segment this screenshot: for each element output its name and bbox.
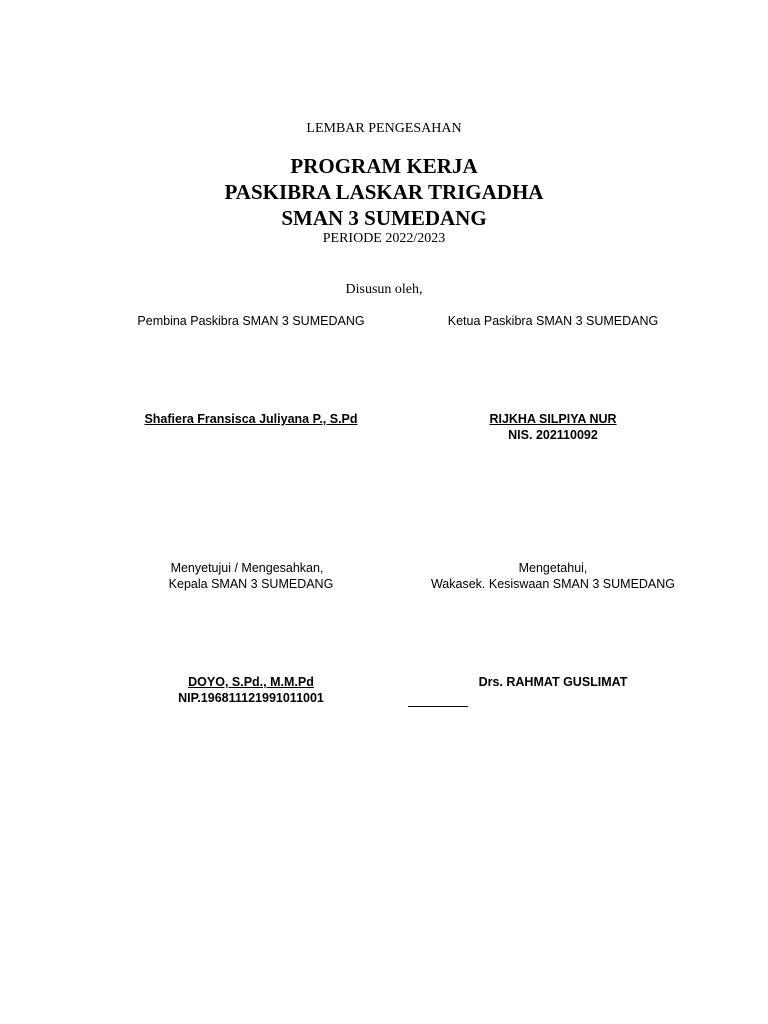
ketua-nis: NIS. 202110092 [508, 428, 598, 442]
pembina-name: Shafiera Fransisca Juliyana P., S.Pd [144, 412, 358, 426]
kepala-role-line1: Menyetujui / Mengesahkan, [170, 561, 324, 575]
pembina-role: Pembina Paskibra SMAN 3 SUMEDANG [137, 314, 365, 328]
kepala-role-line2: Kepala SMAN 3 SUMEDANG [168, 577, 334, 591]
wakasek-role-line1: Mengetahui, [518, 561, 588, 575]
wakasek-name: Drs. RAHMAT GUSLIMAT [478, 675, 628, 689]
ketua-role: Ketua Paskibra SMAN 3 SUMEDANG [447, 314, 659, 328]
ketua-name: RIJKHA SILPIYA NUR [489, 412, 617, 426]
wakasek-role-line2: Wakasek. Kesiswaan SMAN 3 SUMEDANG [430, 577, 676, 591]
kepala-nip: NIP.196811121991011001 [178, 691, 324, 705]
periode: PERIODE 2022/2023 [322, 231, 446, 246]
document-label: LEMBAR PENGESAHAN [306, 121, 462, 136]
title-line-1: PROGRAM KERJA [290, 154, 478, 178]
disusun-oleh: Disusun oleh, [345, 282, 423, 297]
title-line-2: PASKIBRA LASKAR TRIGADHA [224, 180, 544, 204]
kepala-name: DOYO, S.Pd., M.M.Pd [188, 675, 314, 689]
title-line-3: SMAN 3 SUMEDANG [281, 206, 487, 230]
wakasek-signature-line [408, 706, 468, 707]
